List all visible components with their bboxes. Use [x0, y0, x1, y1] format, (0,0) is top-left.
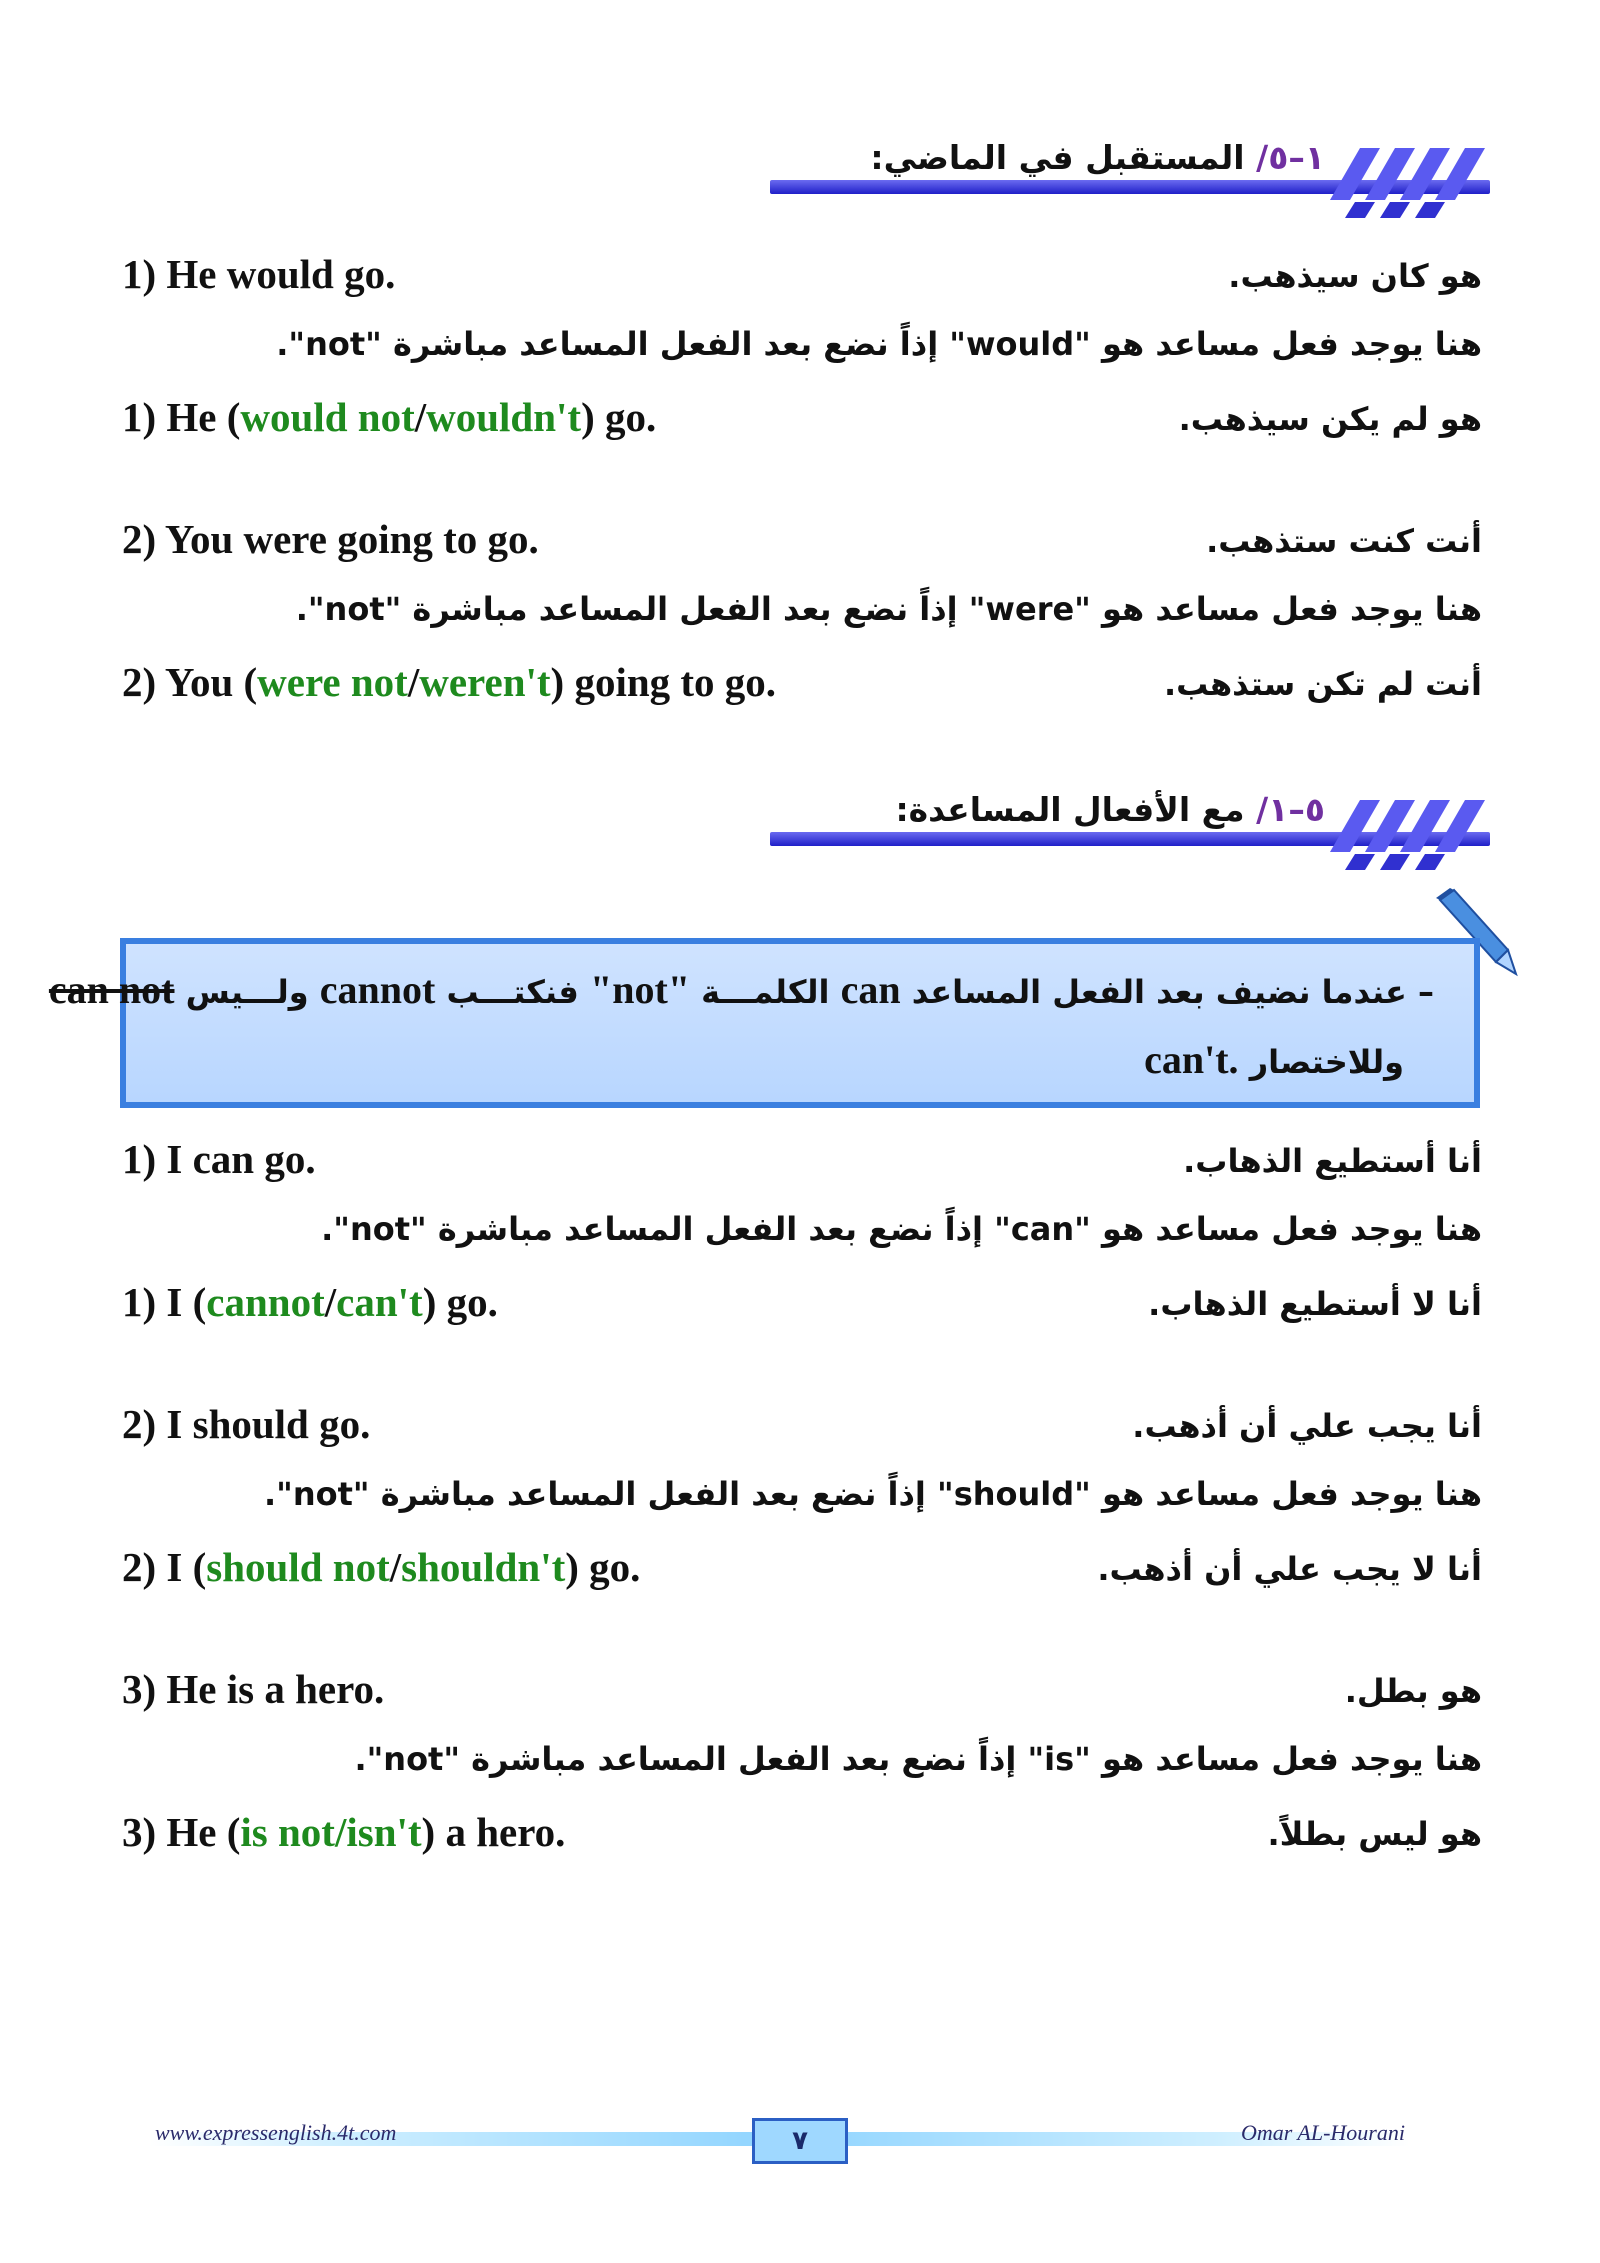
- neg-full-form: would not: [240, 394, 415, 440]
- example-note: هنا يوجد فعل مساعد هو "should" إذاً نضع بعد الفعل المساعد مباشرة "not".: [264, 1475, 1482, 1513]
- negated-translation: أنا لا يجب علي أن أذهب.: [1097, 1550, 1482, 1588]
- neg-slash: /: [414, 394, 427, 440]
- negated-sentence: [122, 1278, 498, 1326]
- neg-prefix: 2) You (: [122, 659, 258, 705]
- section-title-text-1: المستقبل في الماضي:: [870, 138, 1245, 177]
- callout-box: [48, 938, 1480, 1108]
- negated-sentence: [122, 1808, 565, 1856]
- callout-text: الكلمـــة: [701, 973, 830, 1011]
- neg-full-form: cannot: [206, 1279, 325, 1325]
- section-number-1: ١–٥/: [1256, 138, 1325, 177]
- section-header-1: [770, 138, 1490, 218]
- example-note: هنا يوجد فعل مساعد هو "can" إذاً نضع بعد الفعل المساعد مباشرة "not".: [321, 1210, 1482, 1248]
- negated-translation: هو لم يكن سيذهب.: [1178, 400, 1482, 438]
- callout-line-2: [1144, 1036, 1404, 1083]
- neg-full-form: is not/isn't: [240, 1809, 422, 1855]
- example-translation: أنا يجب علي أن أذهب.: [1132, 1407, 1482, 1445]
- stripes-decoration-icon: [1320, 790, 1490, 870]
- neg-suffix: ) going to go.: [550, 659, 777, 705]
- neg-suffix: ) go.: [565, 1544, 641, 1590]
- callout-text: وللاختصار: [1249, 1043, 1404, 1081]
- neg-short-form: can't: [336, 1279, 423, 1325]
- example-sentence: 1) I can go.: [122, 1136, 316, 1182]
- example-note: هنا يوجد فعل مساعد هو "were" إذاً نضع بعد الفعل المساعد مباشرة "not".: [295, 590, 1482, 628]
- section-title-1: [870, 138, 1325, 177]
- neg-slash: /: [407, 659, 420, 705]
- footer-author: Omar AL-Hourani: [1240, 2120, 1405, 2145]
- negated-translation: أنت لم تكن ستذهب.: [1163, 665, 1482, 703]
- neg-suffix: ) go.: [422, 1279, 498, 1325]
- callout-text: فنكتـــب: [446, 973, 579, 1011]
- neg-suffix: ) go.: [581, 394, 657, 440]
- neg-prefix: 1) He (: [122, 394, 241, 440]
- negated-sentence: [122, 1543, 640, 1591]
- callout-can: can: [840, 967, 901, 1012]
- negated-sentence: [122, 658, 776, 706]
- example-translation: هو كان سيذهب.: [1228, 257, 1482, 295]
- neg-short-form: shouldn't: [401, 1544, 566, 1590]
- section-number-2: ٥–١/: [1256, 790, 1325, 829]
- negated-translation: هو ليس بطلاً.: [1267, 1815, 1482, 1853]
- example-sentence: 3) He is a hero.: [122, 1666, 385, 1712]
- neg-suffix: ) a hero.: [421, 1809, 566, 1855]
- neg-full-form: were not: [257, 659, 408, 705]
- callout-text: عندما نضيف بعد الفعل المساعد: [911, 973, 1407, 1011]
- example-translation: هو بطل.: [1344, 1672, 1482, 1710]
- neg-slash: /: [389, 1544, 402, 1590]
- negated-translation: أنا لا أستطيع الذهاب.: [1148, 1285, 1482, 1323]
- callout-dash: –: [1418, 973, 1434, 1011]
- callout-not: "not": [590, 967, 691, 1012]
- example-note: هنا يوجد فعل مساعد هو "is" إذاً نضع بعد الفعل المساعد مباشرة "not".: [354, 1740, 1482, 1778]
- callout-cant: can't.: [1144, 1037, 1239, 1082]
- callout-line-1: [49, 966, 1434, 1013]
- section-title-text-2: مع الأفعال المساعدة:: [895, 790, 1245, 829]
- neg-prefix: 3) He (: [122, 1809, 241, 1855]
- example-translation: أنت كنت ستذهب.: [1206, 522, 1482, 560]
- neg-prefix: 1) I (: [122, 1279, 207, 1325]
- callout-text: ولـــيس: [185, 973, 309, 1011]
- stripes-decoration-icon: [1320, 138, 1490, 218]
- negated-sentence: [122, 393, 656, 441]
- neg-full-form: should not: [206, 1544, 390, 1590]
- neg-short-form: weren't: [419, 659, 551, 705]
- neg-prefix: 2) I (: [122, 1544, 207, 1590]
- callout-struck-can-not: can not: [48, 967, 175, 1012]
- example-translation: أنا أستطيع الذهاب.: [1183, 1142, 1482, 1180]
- callout-cannot: cannot: [319, 967, 436, 1012]
- neg-slash: /: [324, 1279, 337, 1325]
- example-sentence: 2) I should go.: [122, 1401, 371, 1447]
- footer-website: www.expressenglish.4t.com: [155, 2120, 397, 2145]
- example-sentence: 2) You were going to go.: [122, 516, 539, 562]
- section-header-2: [770, 790, 1490, 870]
- section-title-2: [895, 790, 1325, 829]
- example-sentence: 1) He would go.: [122, 251, 396, 297]
- page-number: ٧: [752, 2118, 848, 2164]
- example-note: هنا يوجد فعل مساعد هو "would" إذاً نضع بعد الفعل المساعد مباشرة "not".: [276, 325, 1482, 363]
- neg-short-form: wouldn't: [426, 394, 582, 440]
